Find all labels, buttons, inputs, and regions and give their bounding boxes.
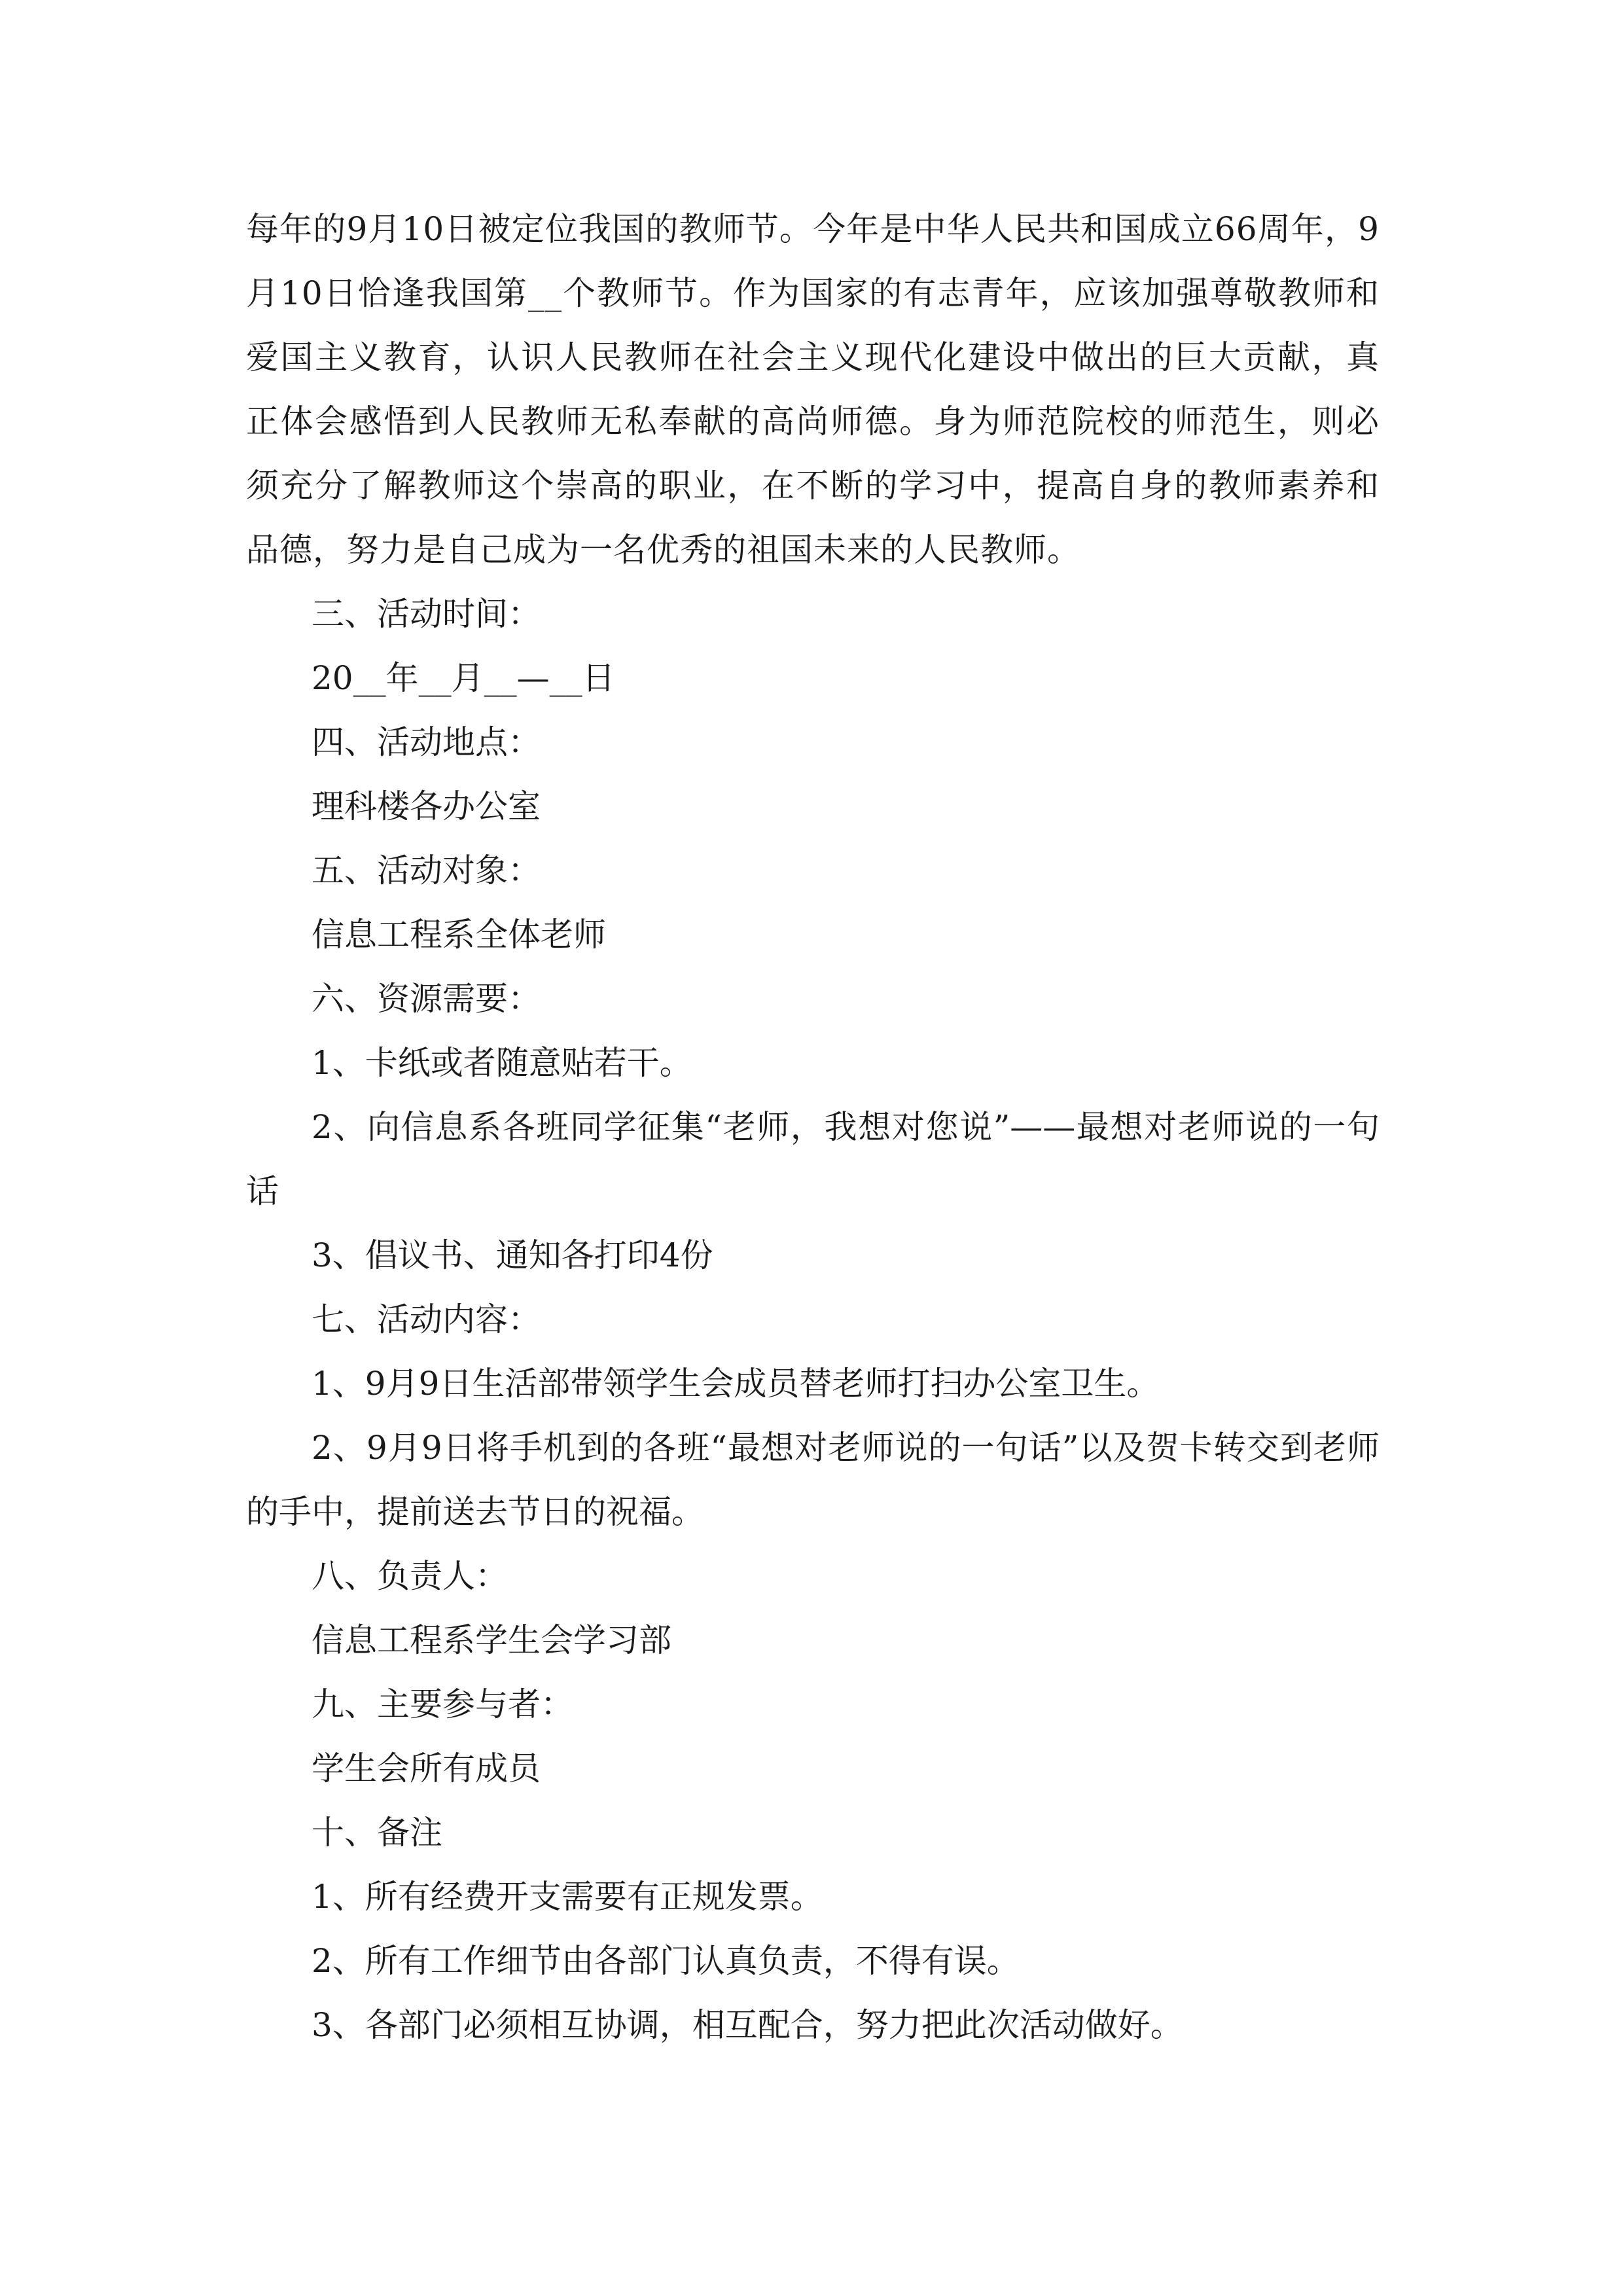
list-item: 1、所有经费开支需要有正规发票。: [312, 1878, 823, 1916]
list-item: 3、各部门必须相互协调，相互配合，努力把此次活动做好。: [312, 2006, 1183, 2044]
document-body: [246, 197, 1380, 2057]
owner-value: 信息工程系学生会学习部: [312, 1621, 671, 1659]
section-heading-notes: 十、备注: [312, 1814, 442, 1852]
section-heading-owner: 八、负责人：: [312, 1557, 508, 1595]
participants-value: 学生会所有成员: [312, 1749, 541, 1787]
section-heading-participants: 九、主要参与者：: [312, 1685, 573, 1723]
place-value: 理科楼各办公室: [312, 787, 541, 825]
list-item: 3、倡议书、通知各打印4份: [312, 1236, 713, 1274]
section-heading-target: 五、活动对象：: [312, 852, 541, 889]
intro-paragraph: 每年的9月10日被定位我国的教师节。今年是中华人民共和国成立66周年，9月10日恰逢我国第__个教师节。作为国家的有志青年，应该加强尊敬教师和爱国主义教育，认识人民教师在社会主义现代化建设中做出的巨大贡献，真正体会感悟到人民教师无私奉献的高尚师德。身为师范院校的师范生，则必须充分了解教师这个崇高的职业，在不断的学习中，提高自身的教师素养和品德，努力是自己成为一名优秀的祖国未来的人民教师。: [246, 210, 1380, 569]
section-heading-resources: 六、资源需要：: [312, 980, 541, 1018]
list-item: 2、9月9日将手机到的各班“最想对老师说的一句话”以及贺卡转交到老师的手中，提前送去节日的祝福。: [246, 1429, 1380, 1531]
list-item: 1、9月9日生活部带领学生会成员替老师打扫办公室卫生。: [312, 1365, 1160, 1403]
list-item: 2、所有工作细节由各部门认真负责，不得有误。: [312, 1942, 1020, 1980]
target-value: 信息工程系全体老师: [312, 916, 606, 954]
section-heading-place: 四、活动地点：: [312, 723, 541, 761]
section-heading-time: 三、活动时间：: [312, 595, 541, 633]
list-item: 2、向信息系各班同学征集“老师，我想对您说”——最想对老师说的一句话: [246, 1108, 1380, 1210]
section-heading-content: 七、活动内容：: [312, 1300, 541, 1338]
list-item: 1、卡纸或者随意贴若干。: [312, 1044, 692, 1082]
time-value: 20__年__月__—__日: [312, 659, 615, 697]
